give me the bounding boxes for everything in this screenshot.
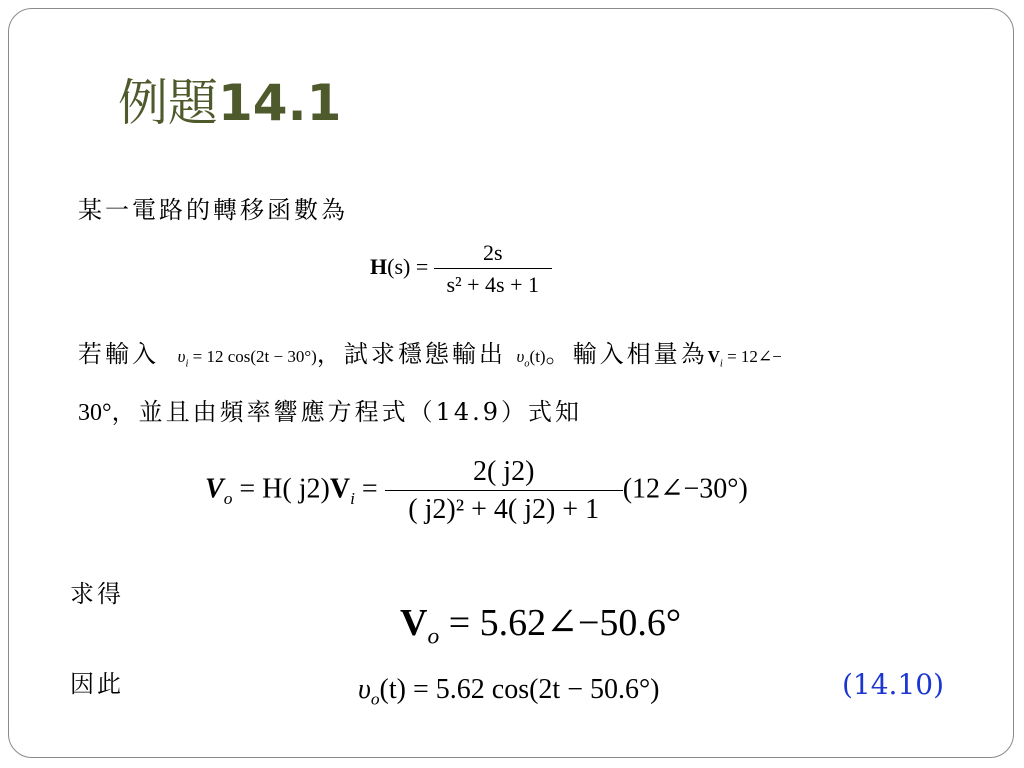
paragraph-line-1 <box>78 334 782 369</box>
eq2-equals: = <box>361 473 378 505</box>
eq1-numerator: 2s <box>482 240 503 265</box>
eq2-rhs: (12∠−30°) <box>622 473 748 505</box>
eq2-lhs: = H( j2) <box>239 473 330 505</box>
label-therefore: 因此 <box>70 670 124 698</box>
eq4-rhs: (t) = 5.62 cos(2t − 50.6°) <box>379 674 660 705</box>
eq2-Vo: V <box>205 473 224 505</box>
output-expression: $\upsilon_o(t)$ <box>516 347 546 370</box>
result-phasor-equation: $V_o$ = 5.62∠−50.6° <box>400 602 682 650</box>
title-number: 14.1 <box>218 74 342 132</box>
phasor-expression: $V_i$ = 12∠− <box>707 347 782 370</box>
time-domain-equation: $\upsilon_o(t) = 5.62$ cos(2t − 50.6°) <box>358 674 660 709</box>
eq2-numerator: 2( j2) <box>472 456 535 487</box>
eq3-rhs: = 5.62∠−50.6° <box>448 602 682 644</box>
para-line2-text: ，並且由頻率響應方程式（14.9）式知 <box>111 398 583 426</box>
eq2-denominator: ( j2)² + 4( j2) + 1 <box>385 490 623 526</box>
para-mid: ，試求穩態輸出 <box>316 340 506 368</box>
eq2-fraction <box>385 456 623 526</box>
title-prefix: 例題 <box>118 74 218 132</box>
para-suffix: 。輸入相量為 <box>545 340 708 368</box>
phase-angle: 30° <box>78 400 112 426</box>
eq1-denominator: s² + 4s + 1 <box>434 268 552 298</box>
output-phasor-equation: $V_o = H$( $j2)V_i$ = $\frac{2( j2)}{\text{( j2)² + 4( j2) + 1}}$ (12∠−30°) <box>205 456 748 525</box>
eq1-fraction <box>434 240 552 298</box>
intro-text: 某一電路的轉移函數為 <box>78 196 348 224</box>
eq3-Vo: V <box>400 602 428 644</box>
label-obtain: 求得 <box>70 580 124 608</box>
input-expression: $\upsilon_i = 12$ cos(2t − 30°) <box>177 347 317 370</box>
slide-title <box>118 74 342 132</box>
equation-number: (14.10) <box>842 668 945 701</box>
para-prefix: 若輸入 <box>78 340 159 368</box>
eq1-H-symbol: H <box>370 254 388 280</box>
eq2-Vi: V <box>329 473 351 505</box>
transfer-function-equation <box>370 240 552 298</box>
eq1-lhs: (s) = <box>387 254 429 280</box>
paragraph-line-2 <box>78 392 582 427</box>
